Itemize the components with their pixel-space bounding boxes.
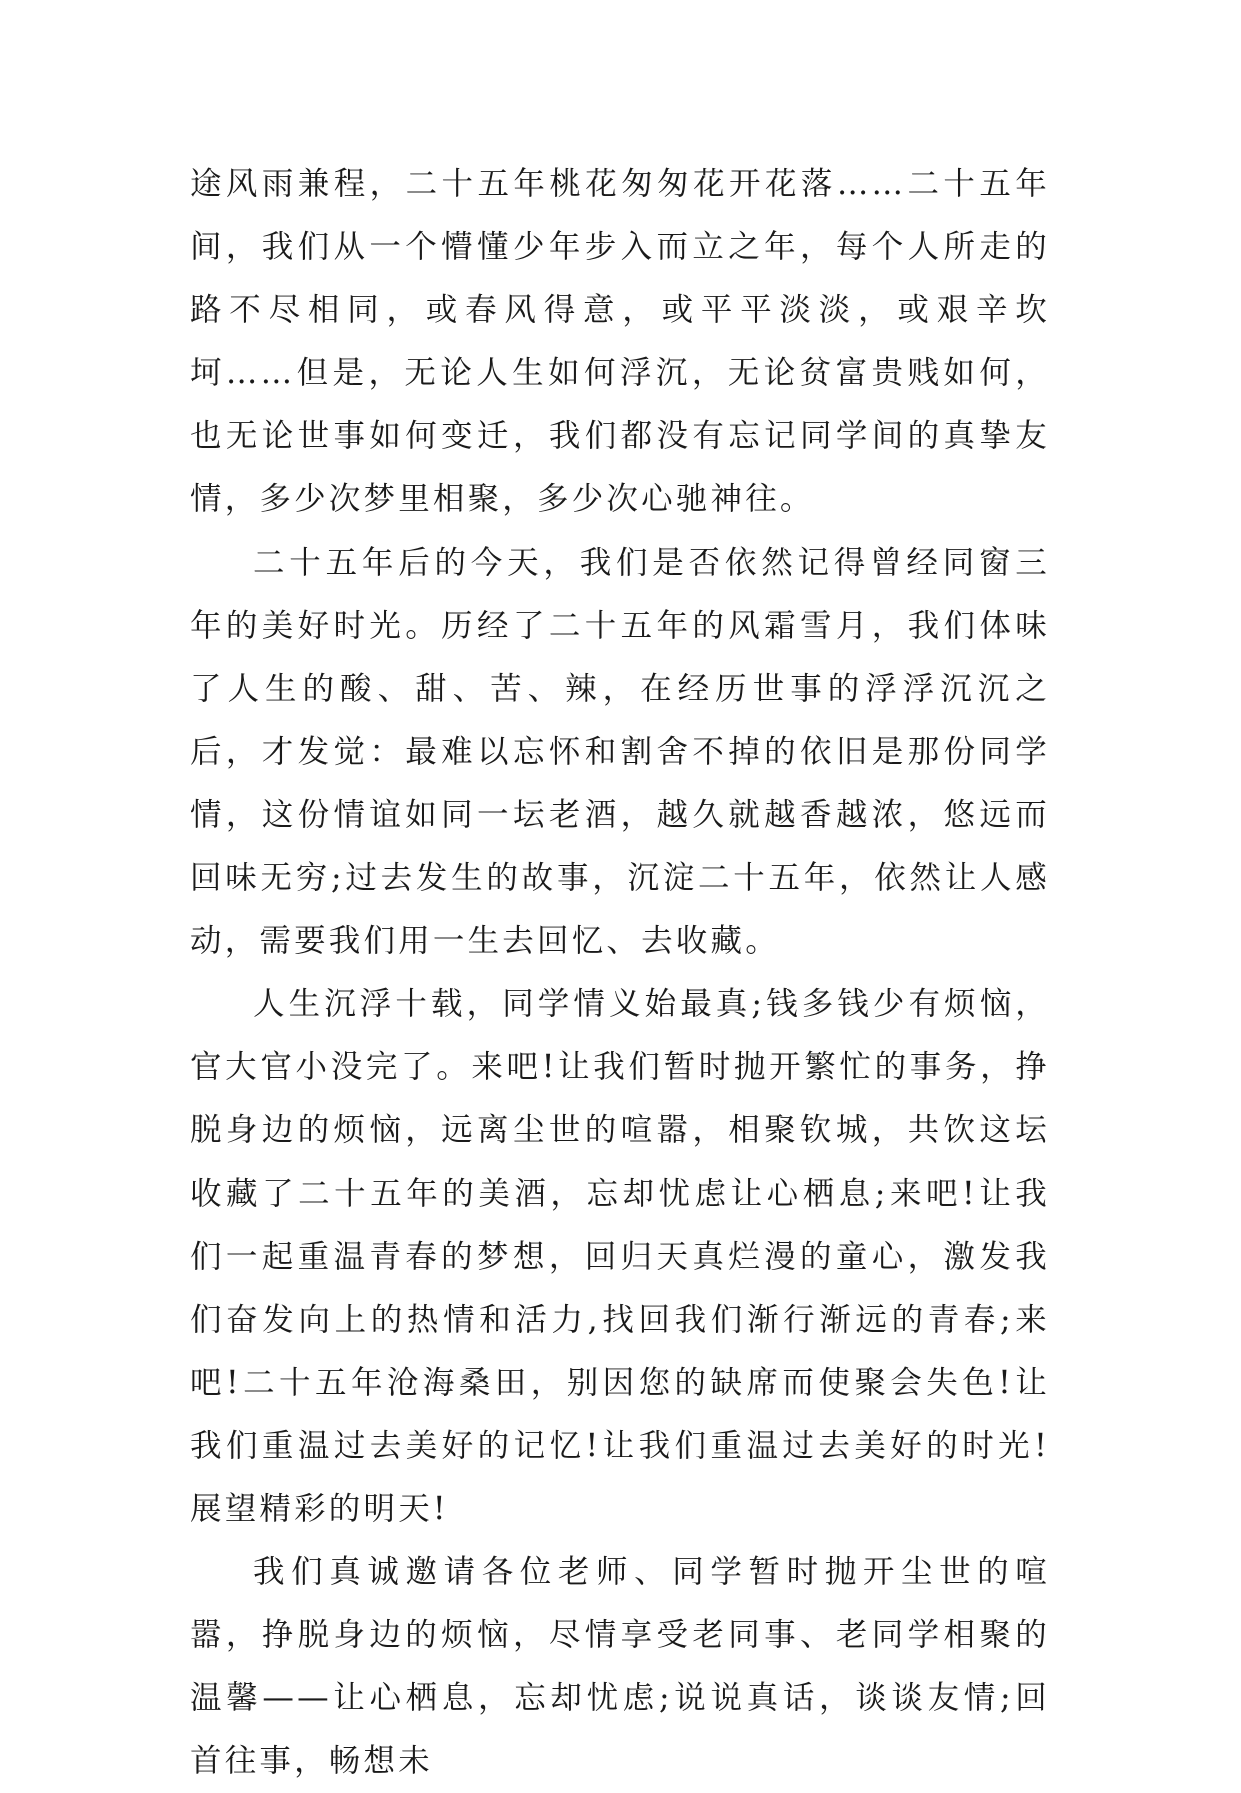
paragraph-4: 我们真诚邀请各位老师、同学暂时抛开尘世的喧嚣，挣脱身边的烦恼，尽情享受老同事、老同学相聚的温馨——让心栖息，忘却忧虑;说说真话，谈谈友情;回首往事，畅想未 (190, 1554, 1050, 1780)
paragraph-1: 途风雨兼程，二十五年桃花匆匆花开花落……二十五年间，我们从一个懵懂少年步入而立之年，每个人所走的路不尽相同，或春风得意，或平平淡淡，或艰辛坎坷……但是，无论人生如何浮沉，无论贫富贵贱如何，也无论世事如何变迁，我们都没有忘记同学间的真挚友情，多少次梦里相聚，多少次心驰神往。 (190, 166, 1050, 518)
paragraph-3: 人生沉浮十载，同学情义始最真;钱多钱少有烦恼，官大官小没完了。来吧!让我们暂时抛开繁忙的事务，挣脱身边的烦恼，远离尘世的喧嚣，相聚钦城，共饮这坛收藏了二十五年的美酒，忘却忧虑让心栖息;来吧!让我们一起重温青春的梦想，回归天真烂漫的童心，激发我们奋发向上的热情和活力,找回我们渐行渐远的青春;来吧!二十五年沧海桑田，别因您的缺席而使聚会失色!让我们重温过去美好的记忆!让我们重温过去美好的时光!展望精彩的明天! (190, 986, 1050, 1527)
document-body (190, 153, 1050, 1793)
paragraph-2: 二十五年后的今天，我们是否依然记得曾经同窗三年的美好时光。历经了二十五年的风霜雪月，我们体味了人生的酸、甜、苦、辣，在经历世事的浮浮沉沉之后，才发觉：最难以忘怀和割舍不掉的依旧是那份同学情，这份情谊如同一坛老酒，越久就越香越浓，悠远而回味无穷;过去发生的故事，沉淀二十五年，依然让人感动，需要我们用一生去回忆、去收藏。 (190, 544, 1050, 960)
